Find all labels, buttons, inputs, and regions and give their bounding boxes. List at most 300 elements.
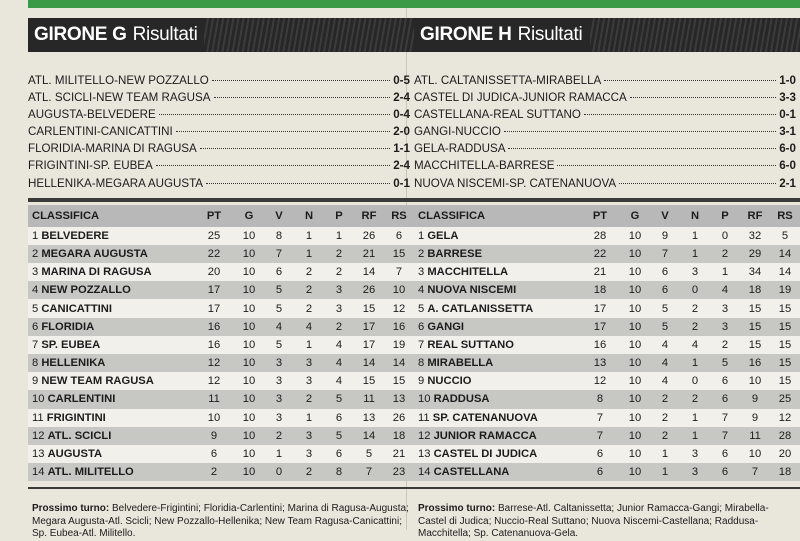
standings-position: 10 bbox=[418, 393, 431, 406]
standings-team-name: GANGI bbox=[427, 320, 465, 333]
standings-pt-cell: 16 bbox=[580, 336, 620, 354]
standings-team-name: CARLENTINI bbox=[47, 393, 116, 406]
standings-g-cell: 10 bbox=[620, 299, 650, 317]
standings-n-cell: 1 bbox=[680, 245, 710, 263]
col-header-g: G bbox=[234, 205, 264, 227]
standings-rf-cell: 11 bbox=[740, 427, 770, 445]
standings-position: 8 bbox=[32, 357, 39, 370]
group-h-subtitle: Risultati bbox=[517, 24, 583, 45]
standings-n-cell: 1 bbox=[294, 409, 324, 427]
standings-n-cell: 3 bbox=[294, 372, 324, 390]
standings-g-cell: 10 bbox=[234, 445, 264, 463]
standings-row bbox=[414, 336, 800, 354]
standings-g-cell: 10 bbox=[234, 281, 264, 299]
standings-rs-cell: 26 bbox=[384, 409, 414, 427]
standings-rf-cell: 18 bbox=[740, 281, 770, 299]
standings-rf-cell: 15 bbox=[740, 318, 770, 336]
standings-team-cell bbox=[28, 336, 194, 354]
standings-g-cell: 10 bbox=[234, 245, 264, 263]
standings-position: 9 bbox=[32, 375, 39, 388]
standings-pt-cell: 17 bbox=[580, 299, 620, 317]
standings-team-name: REAL SUTTANO bbox=[427, 338, 514, 351]
result-row bbox=[414, 72, 800, 89]
group-g-standings-body bbox=[28, 227, 414, 482]
standings-pt-cell: 11 bbox=[194, 390, 234, 408]
result-teams: ATL. MILITELLO-NEW POZZALLO bbox=[28, 74, 209, 87]
standings-team-name: MACCHITELLA bbox=[427, 266, 509, 279]
standings-row bbox=[28, 245, 414, 263]
standings-v-cell: 2 bbox=[264, 427, 294, 445]
standings-team-cell bbox=[414, 390, 580, 408]
standings-rf-cell: 10 bbox=[740, 445, 770, 463]
group-h-next-round bbox=[414, 503, 800, 541]
result-score: 2-1 bbox=[779, 176, 796, 190]
standings-pt-cell: 9 bbox=[194, 427, 234, 445]
standings-team-cell bbox=[414, 372, 580, 390]
standings-pt-cell: 17 bbox=[194, 281, 234, 299]
result-score: 2-0 bbox=[393, 125, 410, 139]
standings-g-cell: 10 bbox=[234, 409, 264, 427]
standings-team-name: NEW POZZALLO bbox=[41, 284, 131, 297]
standings-v-cell: 9 bbox=[650, 227, 680, 245]
next-round-fixtures: Barrese-Atl. Caltanissetta; Junior Ramacca-Gangi; Mirabella-Castel di Judica; Nuccio-Real Suttano; Nuova Niscemi-Castellana; Raddusa-Macchitella; Sp. Catenanuova-Gela. bbox=[418, 503, 769, 540]
standings-team-cell bbox=[414, 318, 580, 336]
standings-g-cell: 10 bbox=[234, 263, 264, 281]
standings-rs-cell: 19 bbox=[384, 336, 414, 354]
standings-v-cell: 8 bbox=[264, 227, 294, 245]
result-score: 2-4 bbox=[393, 159, 410, 173]
standings-v-cell: 0 bbox=[264, 463, 294, 481]
standings-rs-cell: 15 bbox=[770, 299, 800, 317]
standings-row bbox=[28, 318, 414, 336]
group-h-title: GIRONE H bbox=[420, 24, 512, 45]
standings-n-cell: 1 bbox=[294, 227, 324, 245]
standings-team-cell bbox=[28, 318, 194, 336]
standings-p-cell: 6 bbox=[324, 445, 354, 463]
result-row bbox=[414, 140, 800, 157]
standings-pt-cell: 8 bbox=[580, 390, 620, 408]
standings-team-name: ATL. MILITELLO bbox=[47, 466, 134, 479]
standings-position: 14 bbox=[418, 466, 431, 479]
standings-g-cell: 10 bbox=[620, 318, 650, 336]
section-divider bbox=[28, 487, 414, 489]
standings-rs-cell: 23 bbox=[384, 463, 414, 481]
standings-p-cell: 3 bbox=[710, 318, 740, 336]
result-row bbox=[414, 157, 800, 174]
standings-pt-cell: 17 bbox=[580, 318, 620, 336]
section-divider bbox=[414, 487, 800, 489]
result-teams: GANGI-NUCCIO bbox=[414, 125, 501, 139]
col-header-n: N bbox=[294, 205, 324, 227]
standings-team-name: NEW TEAM RAGUSA bbox=[41, 375, 154, 388]
result-score: 1-0 bbox=[779, 74, 796, 87]
group-h-standings-table bbox=[414, 205, 800, 482]
standings-p-cell: 5 bbox=[324, 427, 354, 445]
standings-team-cell bbox=[414, 463, 580, 481]
standings-position: 1 bbox=[32, 229, 39, 242]
standings-n-cell: 2 bbox=[294, 463, 324, 481]
classifica-header: CLASSIFICA bbox=[28, 205, 194, 227]
standings-team-cell bbox=[28, 281, 194, 299]
standings-team-name: FRIGINTINI bbox=[46, 411, 106, 424]
group-g-standings-table bbox=[28, 205, 414, 482]
standings-v-cell: 6 bbox=[650, 263, 680, 281]
standings-row bbox=[414, 427, 800, 445]
classifica-header: CLASSIFICA bbox=[414, 205, 580, 227]
standings-pt-cell: 10 bbox=[194, 409, 234, 427]
result-teams: AUGUSTA-BELVEDERE bbox=[28, 108, 156, 122]
result-row bbox=[414, 89, 800, 106]
standings-row bbox=[414, 245, 800, 263]
standings-p-cell: 3 bbox=[324, 281, 354, 299]
standings-pt-cell: 12 bbox=[580, 372, 620, 390]
standings-position: 6 bbox=[32, 320, 39, 333]
standings-position: 9 bbox=[418, 375, 425, 388]
standings-p-cell: 7 bbox=[710, 427, 740, 445]
standings-position: 4 bbox=[418, 284, 425, 297]
standings-rs-cell: 13 bbox=[384, 390, 414, 408]
standings-v-cell: 7 bbox=[264, 245, 294, 263]
result-score: 2-4 bbox=[393, 91, 410, 105]
standings-v-cell: 3 bbox=[264, 354, 294, 372]
standings-team-cell bbox=[28, 354, 194, 372]
next-round-label: Prossimo turno: bbox=[32, 503, 110, 515]
result-row bbox=[28, 157, 414, 174]
standings-g-cell: 10 bbox=[234, 318, 264, 336]
standings-team-cell bbox=[414, 245, 580, 263]
col-header-rf: RF bbox=[740, 205, 770, 227]
group-g-subtitle: Risultati bbox=[132, 24, 198, 45]
standings-position: 13 bbox=[32, 448, 45, 460]
standings-rf-cell: 7 bbox=[740, 463, 770, 481]
standings-p-cell: 1 bbox=[324, 227, 354, 245]
standings-pt-cell: 6 bbox=[580, 463, 620, 481]
result-teams: ATL. SCICLI-NEW TEAM RAGUSA bbox=[28, 91, 211, 105]
standings-n-cell: 2 bbox=[294, 281, 324, 299]
standings-rf-cell: 16 bbox=[740, 354, 770, 372]
next-round-fixtures: Belvedere-Frigintini; Floridia-Carlentini; Marina di Ragusa-Augusta; Megara Augusta-Atl. Scicli; New Pozzallo-Hellenika; New Team Ragusa-Canicattini; Sp. Eubea-Atl. Militello. bbox=[32, 503, 409, 540]
standings-row bbox=[414, 409, 800, 427]
standings-team-cell bbox=[28, 227, 194, 245]
standings-g-cell: 10 bbox=[620, 227, 650, 245]
group-h-results bbox=[414, 72, 800, 192]
col-header-rs: RS bbox=[770, 205, 800, 227]
standings-g-cell: 10 bbox=[234, 427, 264, 445]
standings-pt-cell: 16 bbox=[194, 336, 234, 354]
standings-rf-cell: 34 bbox=[740, 263, 770, 281]
section-divider bbox=[28, 198, 414, 202]
result-row bbox=[414, 123, 800, 140]
group-g-top-bar bbox=[28, 0, 414, 8]
standings-p-cell: 4 bbox=[324, 336, 354, 354]
standings-v-cell: 1 bbox=[650, 463, 680, 481]
standings-rf-cell: 5 bbox=[354, 445, 384, 463]
standings-rs-cell: 15 bbox=[770, 318, 800, 336]
standings-n-cell: 1 bbox=[294, 245, 324, 263]
standings-team-name: CASTELLANA bbox=[433, 466, 510, 479]
standings-team-name: SP. CATENANUOVA bbox=[432, 411, 538, 424]
standings-rs-cell: 10 bbox=[384, 281, 414, 299]
standings-p-cell: 5 bbox=[324, 390, 354, 408]
standings-rs-cell: 25 bbox=[770, 390, 800, 408]
standings-pt-cell: 22 bbox=[194, 245, 234, 263]
standings-v-cell: 6 bbox=[264, 263, 294, 281]
standings-row bbox=[414, 263, 800, 281]
result-teams: CASTELLANA-REAL SUTTANO bbox=[414, 108, 581, 122]
standings-p-cell: 4 bbox=[324, 354, 354, 372]
standings-team-name: RADDUSA bbox=[433, 393, 490, 406]
standings-team-cell bbox=[414, 409, 580, 427]
standings-p-cell: 6 bbox=[710, 463, 740, 481]
standings-row bbox=[414, 372, 800, 390]
standings-row bbox=[28, 409, 414, 427]
standings-team-cell bbox=[414, 354, 580, 372]
standings-row bbox=[414, 227, 800, 245]
standings-row bbox=[414, 390, 800, 408]
standings-p-cell: 6 bbox=[710, 445, 740, 463]
result-score: 6-0 bbox=[779, 142, 796, 156]
standings-rf-cell: 26 bbox=[354, 281, 384, 299]
standings-n-cell: 3 bbox=[294, 445, 324, 463]
standings-team-cell bbox=[414, 281, 580, 299]
section-divider bbox=[414, 198, 800, 202]
standings-pt-cell: 6 bbox=[580, 445, 620, 463]
standings-p-cell: 6 bbox=[710, 390, 740, 408]
standings-team-name: GELA bbox=[427, 229, 459, 242]
standings-rf-cell: 17 bbox=[354, 336, 384, 354]
standings-team-cell bbox=[28, 390, 194, 408]
standings-team-name: JUNIOR RAMACCA bbox=[433, 429, 537, 442]
standings-row bbox=[414, 445, 800, 463]
standings-p-cell: 0 bbox=[710, 227, 740, 245]
group-g-title: GIRONE G bbox=[34, 24, 127, 45]
standings-p-cell: 6 bbox=[324, 409, 354, 427]
standings-p-cell: 2 bbox=[710, 336, 740, 354]
group-h-header bbox=[414, 18, 800, 52]
standings-position: 4 bbox=[32, 284, 39, 297]
standings-g-cell: 10 bbox=[234, 390, 264, 408]
standings-row bbox=[414, 299, 800, 317]
standings-rf-cell: 10 bbox=[740, 372, 770, 390]
standings-row bbox=[28, 227, 414, 245]
standings-row bbox=[28, 354, 414, 372]
standings-row bbox=[414, 354, 800, 372]
standings-row bbox=[28, 427, 414, 445]
standings-v-cell: 2 bbox=[650, 409, 680, 427]
standings-rf-cell: 15 bbox=[354, 372, 384, 390]
standings-position: 6 bbox=[418, 320, 425, 333]
result-row bbox=[28, 123, 414, 140]
standings-rs-cell: 6 bbox=[384, 227, 414, 245]
standings-p-cell: 5 bbox=[710, 354, 740, 372]
standings-team-name: ATL. SCICLI bbox=[47, 429, 112, 442]
result-score: 3-1 bbox=[779, 125, 796, 139]
group-g-header bbox=[28, 18, 414, 52]
standings-n-cell: 3 bbox=[680, 445, 710, 463]
standings-team-name: HELLENIKA bbox=[41, 357, 106, 370]
col-header-n: N bbox=[680, 205, 710, 227]
standings-p-cell: 7 bbox=[710, 409, 740, 427]
standings-team-cell bbox=[414, 336, 580, 354]
standings-g-cell: 10 bbox=[234, 336, 264, 354]
standings-n-cell: 4 bbox=[294, 318, 324, 336]
standings-rs-cell: 18 bbox=[384, 427, 414, 445]
result-score: 3-3 bbox=[779, 91, 796, 105]
standings-rs-cell: 15 bbox=[770, 336, 800, 354]
result-row bbox=[28, 72, 414, 89]
result-row bbox=[28, 89, 414, 106]
standings-v-cell: 5 bbox=[264, 299, 294, 317]
standings-position: 3 bbox=[418, 266, 425, 279]
standings-team-cell bbox=[28, 245, 194, 263]
standings-position: 2 bbox=[418, 247, 425, 260]
next-round-label: Prossimo turno: bbox=[418, 503, 496, 515]
standings-pt-cell: 6 bbox=[194, 445, 234, 463]
standings-v-cell: 3 bbox=[264, 390, 294, 408]
standings-position: 11 bbox=[418, 411, 430, 424]
standings-g-cell: 10 bbox=[234, 354, 264, 372]
standings-p-cell: 4 bbox=[710, 281, 740, 299]
standings-row bbox=[414, 463, 800, 481]
standings-row bbox=[414, 318, 800, 336]
standings-rf-cell: 32 bbox=[740, 227, 770, 245]
standings-rs-cell: 14 bbox=[770, 263, 800, 281]
standings-rf-cell: 15 bbox=[354, 299, 384, 317]
standings-g-cell: 10 bbox=[620, 354, 650, 372]
group-h-standings-body bbox=[414, 227, 800, 482]
standings-rf-cell: 29 bbox=[740, 245, 770, 263]
standings-team-name: FLORIDIA bbox=[41, 320, 95, 333]
standings-pt-cell: 18 bbox=[580, 281, 620, 299]
standings-team-cell bbox=[28, 409, 194, 427]
col-header-p: P bbox=[710, 205, 740, 227]
group-h-column bbox=[414, 0, 800, 541]
standings-rf-cell: 14 bbox=[354, 263, 384, 281]
result-teams: FRIGINTINI-SP. EUBEA bbox=[28, 159, 153, 173]
result-score: 1-1 bbox=[393, 142, 410, 156]
standings-team-cell bbox=[414, 427, 580, 445]
standings-n-cell: 1 bbox=[680, 354, 710, 372]
result-row bbox=[28, 106, 414, 123]
standings-rf-cell: 14 bbox=[354, 354, 384, 372]
col-header-pt: PT bbox=[194, 205, 234, 227]
standings-v-cell: 7 bbox=[650, 245, 680, 263]
standings-n-cell: 4 bbox=[680, 336, 710, 354]
standings-row bbox=[28, 445, 414, 463]
header-decoration bbox=[590, 18, 800, 52]
standings-v-cell: 2 bbox=[650, 427, 680, 445]
standings-v-cell: 6 bbox=[650, 281, 680, 299]
standings-g-cell: 10 bbox=[620, 281, 650, 299]
standings-team-name: CASTEL DI JUDICA bbox=[433, 448, 538, 460]
standings-n-cell: 2 bbox=[294, 390, 324, 408]
standings-rs-cell: 15 bbox=[384, 245, 414, 263]
standings-rf-cell: 9 bbox=[740, 409, 770, 427]
result-score: 0-5 bbox=[393, 74, 410, 87]
standings-n-cell: 2 bbox=[294, 263, 324, 281]
standings-team-cell bbox=[414, 445, 580, 463]
standings-team-cell bbox=[28, 427, 194, 445]
standings-rs-cell: 20 bbox=[770, 445, 800, 463]
standings-v-cell: 1 bbox=[650, 445, 680, 463]
standings-pt-cell: 12 bbox=[194, 354, 234, 372]
standings-rs-cell: 15 bbox=[770, 354, 800, 372]
standings-rs-cell: 15 bbox=[770, 372, 800, 390]
col-header-rf: RF bbox=[354, 205, 384, 227]
standings-team-name: NUOVA NISCEMI bbox=[427, 284, 517, 297]
standings-p-cell: 3 bbox=[710, 299, 740, 317]
standings-n-cell: 1 bbox=[680, 427, 710, 445]
standings-n-cell: 2 bbox=[294, 299, 324, 317]
standings-team-name: AUGUSTA bbox=[47, 448, 103, 460]
result-row bbox=[28, 175, 414, 192]
standings-p-cell: 2 bbox=[324, 245, 354, 263]
standings-v-cell: 2 bbox=[650, 390, 680, 408]
standings-row bbox=[28, 372, 414, 390]
standings-pt-cell: 12 bbox=[194, 372, 234, 390]
col-header-g: G bbox=[620, 205, 650, 227]
standings-rs-cell: 14 bbox=[770, 245, 800, 263]
result-row bbox=[28, 140, 414, 157]
standings-g-cell: 10 bbox=[620, 372, 650, 390]
standings-n-cell: 2 bbox=[680, 318, 710, 336]
standings-rf-cell: 13 bbox=[354, 409, 384, 427]
standings-rs-cell: 5 bbox=[770, 227, 800, 245]
result-teams: MACCHITELLA-BARRESE bbox=[414, 159, 555, 173]
standings-v-cell: 4 bbox=[650, 336, 680, 354]
col-header-rs: RS bbox=[384, 205, 414, 227]
standings-rf-cell: 15 bbox=[740, 299, 770, 317]
standings-g-cell: 10 bbox=[234, 299, 264, 317]
standings-position: 3 bbox=[32, 266, 39, 279]
standings-row bbox=[414, 281, 800, 299]
result-teams: CASTEL DI JUDICA-JUNIOR RAMACCA bbox=[414, 91, 627, 105]
standings-team-name: NUCCIO bbox=[427, 375, 472, 388]
standings-position: 5 bbox=[32, 302, 39, 315]
standings-rf-cell: 17 bbox=[354, 318, 384, 336]
standings-position: 7 bbox=[418, 338, 425, 351]
standings-n-cell: 3 bbox=[680, 463, 710, 481]
standings-header-row bbox=[414, 205, 800, 227]
standings-v-cell: 1 bbox=[264, 445, 294, 463]
standings-n-cell: 0 bbox=[680, 281, 710, 299]
standings-v-cell: 4 bbox=[264, 318, 294, 336]
standings-position: 12 bbox=[418, 429, 431, 442]
standings-rf-cell: 7 bbox=[354, 463, 384, 481]
standings-position: 14 bbox=[32, 466, 45, 479]
standings-rs-cell: 18 bbox=[770, 463, 800, 481]
standings-team-cell bbox=[28, 263, 194, 281]
standings-v-cell: 4 bbox=[650, 372, 680, 390]
standings-g-cell: 10 bbox=[234, 372, 264, 390]
standings-position: 12 bbox=[32, 429, 45, 442]
standings-rs-cell: 16 bbox=[384, 318, 414, 336]
result-score: 0-4 bbox=[393, 108, 410, 122]
standings-n-cell: 3 bbox=[680, 263, 710, 281]
col-header-pt: PT bbox=[580, 205, 620, 227]
standings-rs-cell: 12 bbox=[770, 409, 800, 427]
result-score: 6-0 bbox=[779, 159, 796, 173]
standings-team-cell bbox=[28, 299, 194, 317]
standings-rs-cell: 7 bbox=[384, 263, 414, 281]
standings-g-cell: 10 bbox=[620, 409, 650, 427]
standings-position: 7 bbox=[32, 338, 39, 351]
standings-p-cell: 2 bbox=[710, 245, 740, 263]
standings-g-cell: 10 bbox=[620, 427, 650, 445]
standings-rf-cell: 9 bbox=[740, 390, 770, 408]
standings-team-name: MARINA DI RAGUSA bbox=[41, 266, 152, 279]
standings-p-cell: 1 bbox=[710, 263, 740, 281]
